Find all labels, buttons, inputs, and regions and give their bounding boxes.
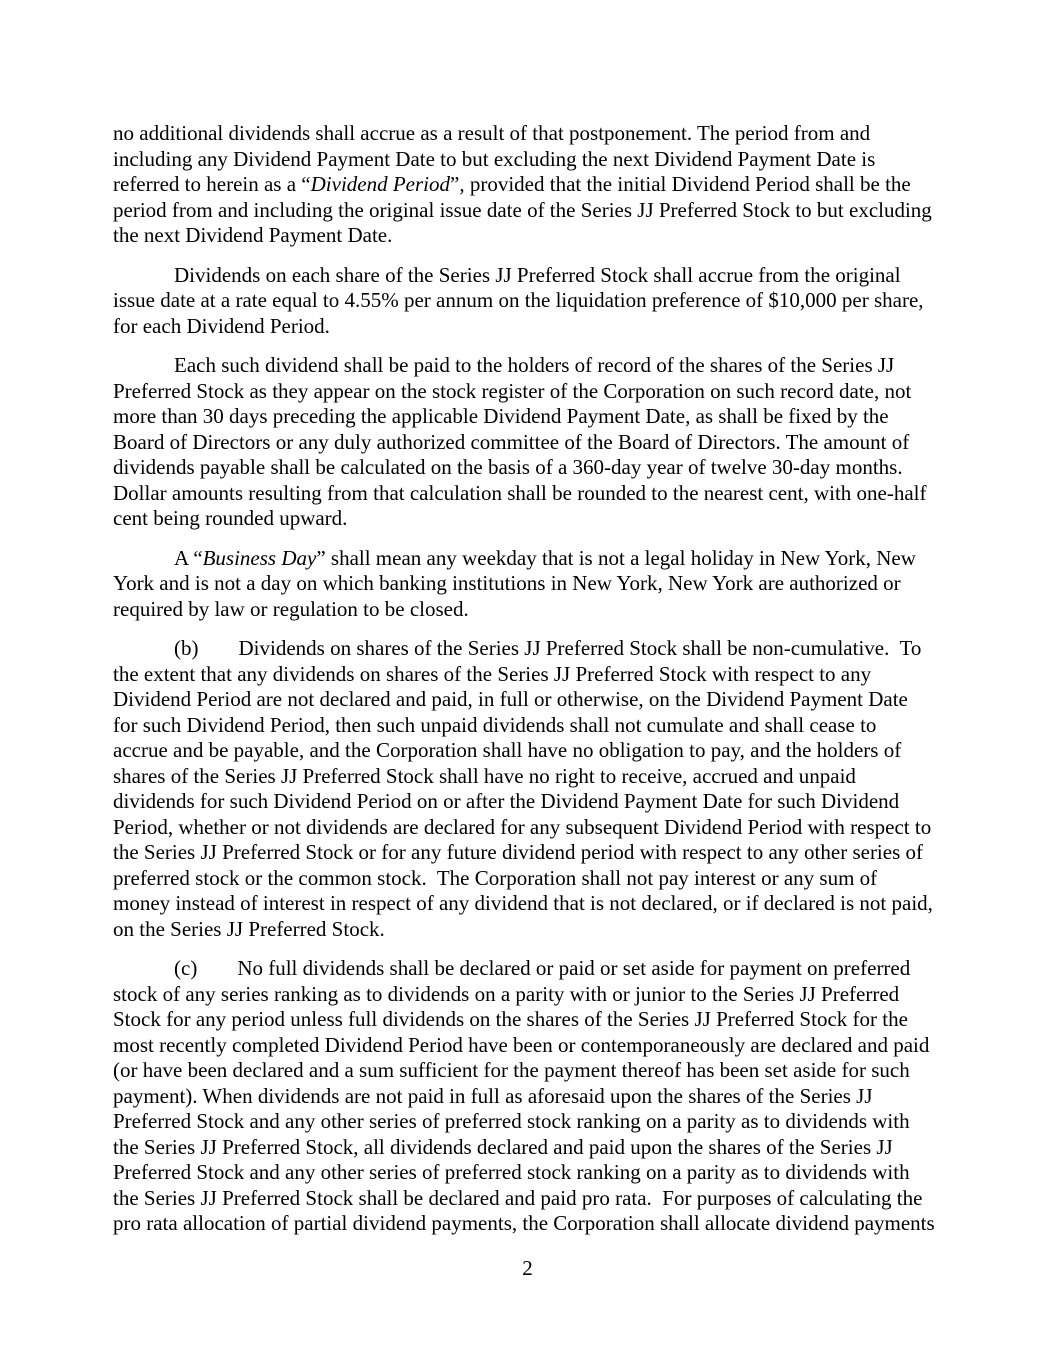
text-run: A “ [174, 545, 203, 570]
paragraph [113, 546, 935, 623]
paragraph [113, 353, 935, 532]
text-run: Each such dividend shall be paid to the holders of record of the shares of the Series JJ Preferred Stock as they appear on the stock register of the Corporation on such record date, not more than 30 days preceding the applicable Dividend Payment Date, as shall be fixed by the Board of Directors or any duly authorized committee of the Board of Directors. The amount of dividends payable shall be calculated on the basis of a 360-day year of twelve 30-day months. Dollar amounts resulting from that calculation shall be rounded to the nearest cent, with one-half cent being rounded upward. [113, 353, 932, 530]
text-run: no additional dividends shall accrue as a result of that postponement. The period from and including any Dividend Payment Date to but excluding the next Dividend Payment Date is referred to herein as a “ [113, 121, 881, 196]
text-run: ” shall mean any weekday that is not a legal holiday in New York, New York and is not a day on which banking institutions in New York, New York are authorized or required by law or regulation to be closed. [113, 545, 921, 621]
document-body [113, 121, 939, 1251]
paragraph [113, 636, 939, 942]
paragraph [113, 263, 935, 340]
text-run: ”, provided that the initial Dividend Period shall be the period from and including the original issue date of the Series JJ Preferred Stock to but excluding the next Dividend Payment Date. [113, 172, 938, 247]
text-run: Dividend Period [310, 172, 451, 196]
text-run: No full dividends shall be declared or paid or set aside for payment on preferred stock of any series ranking as to dividends on a parity with or junior to the Series JJ Preferred Stock for any period unless full dividends on the shares of the Series JJ Preferred Stock for the most recently completed Dividend Period have been or contemporaneously are declared and paid (or have been declared and a sum sufficient for the payment thereof has been set aside for such payment). When dividends are not paid in full as aforesaid upon the shares of the Series JJ Preferred Stock and any other series of preferred stock ranking on a parity as to dividends with the Series JJ Preferred Stock, all dividends declared and paid upon the shares of the Series JJ Preferred Stock and any other series of preferred stock ranking on a parity as to dividends with the Series JJ Preferred Stock shall be declared and paid pro rata. For purposes of calculating the pro rata allocation of partial dividend payments, the Corporation shall allocate dividend payments [113, 956, 935, 1235]
text-run: Dividends on each share of the Series JJ Preferred Stock shall accrue from the original issue date at a rate equal to 4.55% per annum on the liquidation preference of $10,000 per share, for each Dividend Period. [113, 262, 929, 338]
text-run: Business Day [202, 545, 317, 570]
paragraph-label: (b) [174, 636, 199, 660]
paragraph [113, 121, 938, 249]
paragraph-label: (c) [174, 956, 198, 980]
text-run: Dividends on shares of the Series JJ Preferred Stock shall be non-cumulative. To the extent that any dividends on shares of the Series JJ Preferred Stock with respect to any Dividend Period are not declared and paid, in full or otherwise, on the Dividend Payment Date for such Dividend Period, then such unpaid dividends shall not cumulate and shall cease to accrue and be payable, and the Corporation shall have no obligation to pay, and the holders of shares of the Series JJ Preferred Stock shall have no right to receive, accrued and unpaid dividends for such Dividend Period on or after the Dividend Payment Date for such Dividend Period, whether or not dividends are declared for any subsequent Dividend Period with respect to the Series JJ Preferred Stock or for any future dividend period with respect to any other series of preferred stock or the common stock. The Corporation shall not pay interest or any sum of money instead of interest in respect of any dividend that is not declared, or if declared is not paid, on the Series JJ Preferred Stock. [113, 636, 939, 941]
page-number: 2 [522, 1256, 533, 1280]
paragraph [113, 956, 935, 1237]
